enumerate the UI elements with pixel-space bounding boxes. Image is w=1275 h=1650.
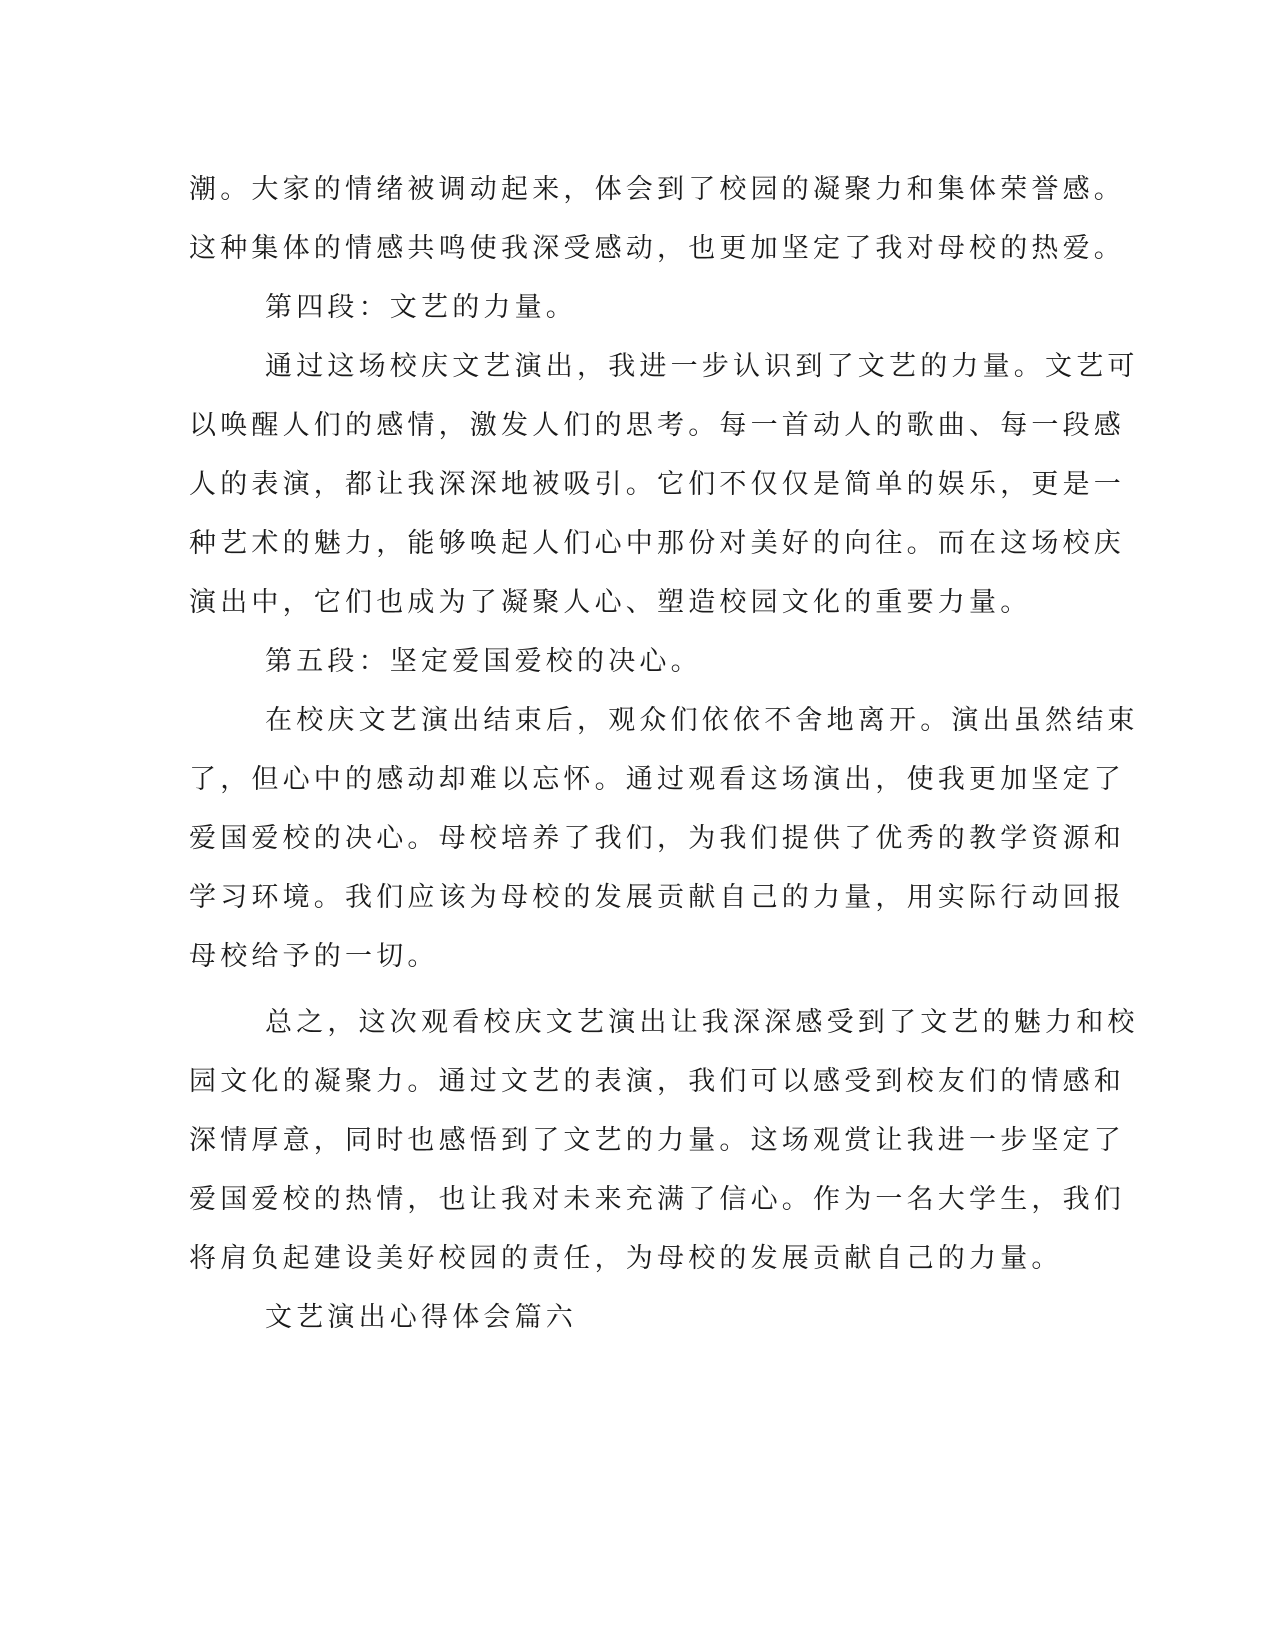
text-line: 深情厚意，同时也感悟到了文艺的力量。这场观赏让我进一步坚定了 bbox=[189, 1125, 1125, 1156]
text-line: 演出中，它们也成为了凝聚人心、塑造校园文化的重要力量。 bbox=[189, 587, 1032, 618]
text-line: 种艺术的魅力，能够唤起人们心中那份对美好的向往。而在这场校庆 bbox=[189, 528, 1125, 559]
text-line: 园文化的凝聚力。通过文艺的表演，我们可以感受到校友们的情感和 bbox=[189, 1066, 1125, 1097]
text-line: 将肩负起建设美好校园的责任，为母校的发展贡献自己的力量。 bbox=[189, 1243, 1063, 1274]
text-line: 总之，这次观看校庆文艺演出让我深深感受到了文艺的魅力和校 bbox=[265, 1007, 1139, 1038]
section-heading: 文艺演出心得体会篇六 bbox=[265, 1302, 577, 1333]
text-line: 在校庆文艺演出结束后，观众们依依不舍地离开。演出虽然结束 bbox=[265, 705, 1139, 736]
text-line: 以唤醒人们的感情，激发人们的思考。每一首动人的歌曲、每一段感 bbox=[189, 410, 1125, 441]
text-line: 这种集体的情感共鸣使我深受感动，也更加坚定了我对母校的热爱。 bbox=[189, 233, 1125, 264]
text-line: 通过这场校庆文艺演出，我进一步认识到了文艺的力量。文艺可 bbox=[265, 351, 1139, 382]
section-heading: 第五段：坚定爱国爱校的决心。 bbox=[265, 646, 702, 677]
text-line: 了，但心中的感动却难以忘怀。通过观看这场演出，使我更加坚定了 bbox=[189, 764, 1125, 795]
section-heading: 第四段：文艺的力量。 bbox=[265, 292, 577, 323]
text-line: 潮。大家的情绪被调动起来，体会到了校园的凝聚力和集体荣誉感。 bbox=[189, 174, 1125, 205]
text-line: 人的表演，都让我深深地被吸引。它们不仅仅是简单的娱乐，更是一 bbox=[189, 469, 1125, 500]
text-line: 母校给予的一切。 bbox=[189, 941, 439, 972]
document-body bbox=[189, 160, 1139, 1347]
text-line: 学习环境。我们应该为母校的发展贡献自己的力量，用实际行动回报 bbox=[189, 882, 1125, 913]
text-line: 爱国爱校的热情，也让我对未来充满了信心。作为一名大学生，我们 bbox=[189, 1184, 1125, 1215]
text-line: 爱国爱校的决心。母校培养了我们，为我们提供了优秀的教学资源和 bbox=[189, 823, 1125, 854]
